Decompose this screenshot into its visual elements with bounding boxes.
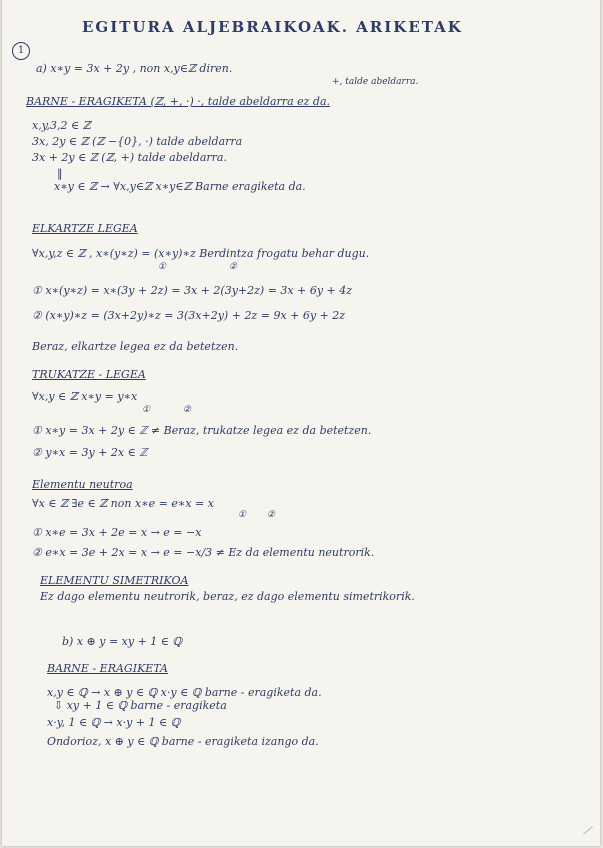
corner-mark — [583, 826, 593, 834]
line-3x-2y: 3x, 2y ∈ ℤ (ℤ −{0}, ·) talde abeldarra — [32, 135, 243, 148]
line-neutral-def: ∀x ∈ ℤ ∃e ∈ ℤ non x∗e = e∗x = x — [32, 497, 214, 510]
line-conclusion-barne: x∗y ∈ ℤ → ∀x,y∈ℤ x∗y∈ℤ Barne eragiketa da. — [54, 180, 306, 193]
line-assoc-2: ② (x∗y)∗z = (3x+2y)∗z = 3(3x+2y) + 2z = 9x + 6y + 2z — [32, 309, 346, 322]
line-circled-markers-3: ① ② — [238, 510, 275, 520]
notebook-page — [2, 0, 600, 846]
line-assoc-1: ① x∗(y∗z) = x∗(3y + 2z) = 3x + 2(3y+2z) = 3x + 6y + 4z — [32, 284, 353, 297]
line-b-conclusion: Ondorioz, x ⊕ y ∈ ℚ barne - eragiketa izango da. — [47, 735, 319, 748]
section-elementu-neutroa: Elementu neutroa — [32, 478, 133, 491]
part-a-statement: a) x∗y = 3x + 2y , non x,y∈ℤ diren. — [36, 62, 233, 75]
line-neutral-1: ① x∗e = 3x + 2e = x → e = −x — [32, 526, 202, 539]
line-neutral-2: ② e∗x = 3e + 2x = x → e = −x/3 ≠ Ez da elementu neutrorik. — [32, 546, 375, 559]
line-membership: x,y,3,2 ∈ ℤ — [32, 119, 91, 132]
line-b-membership: x,y ∈ ℚ → x ⊕ y ∈ ℚ x·y ∈ ℚ barne - eragiketa da. — [47, 686, 322, 699]
page-title: EGITURA ALJEBRAIKOAK. ARIKETAK — [82, 18, 463, 36]
exercise-number: 1 — [12, 42, 30, 60]
line-commutativity: ∀x,y ∈ ℤ x∗y = y∗x — [32, 390, 138, 403]
page-fold-mark — [2, 0, 34, 1]
part-b-statement: b) x ⊕ y = xy + 1 ∈ ℚ — [62, 635, 183, 648]
line-equals-sign: ‖ — [57, 167, 63, 180]
brace-note-1: +, talde abeldarra. — [332, 77, 419, 87]
line-simetrikoa: Ez dago elementu neutrorik, beraz, ez dago elementu simetrikorik. — [40, 590, 415, 603]
section-elementu-simetrikoa: ELEMENTU SIMETRIKOA — [40, 574, 189, 587]
line-comm-1: ① x∗y = 3x + 2y ∈ ℤ ≠ Beraz, trukatze legea ez da betetzen. — [32, 424, 372, 437]
section-trukatze-legea: TRUKATZE - LEGEA — [32, 368, 146, 381]
section-elkartze-legea: ELKARTZE LEGEA — [32, 222, 138, 235]
line-circled-markers-2: ① ② — [142, 405, 191, 415]
section-barne-eragiketa: BARNE - ERAGIKETA (ℤ, +, ·) ·, talde abeldarra ez da. — [26, 95, 331, 108]
line-assoc-conclusion: Beraz, elkartze legea ez da betetzen. — [32, 340, 239, 353]
line-circled-markers-1: ① ② — [158, 262, 237, 272]
section-barne-eragiketa-b: BARNE - ERAGIKETA — [47, 662, 168, 675]
line-associativity: ∀x,y,z ∈ ℤ , x∗(y∗z) = (x∗y)∗z Berdintza frogatu behar dugu. — [32, 247, 370, 260]
line-comm-2: ② y∗x = 3y + 2x ∈ ℤ — [32, 446, 148, 459]
line-sum: 3x + 2y ∈ ℤ (ℤ, +) talde abeldarra. — [32, 151, 227, 164]
line-b-product: x·y, 1 ∈ ℚ → x·y + 1 ∈ ℚ — [47, 716, 181, 729]
line-b-arrow: ⇩ xy + 1 ∈ ℚ barne - eragiketa — [54, 699, 227, 712]
